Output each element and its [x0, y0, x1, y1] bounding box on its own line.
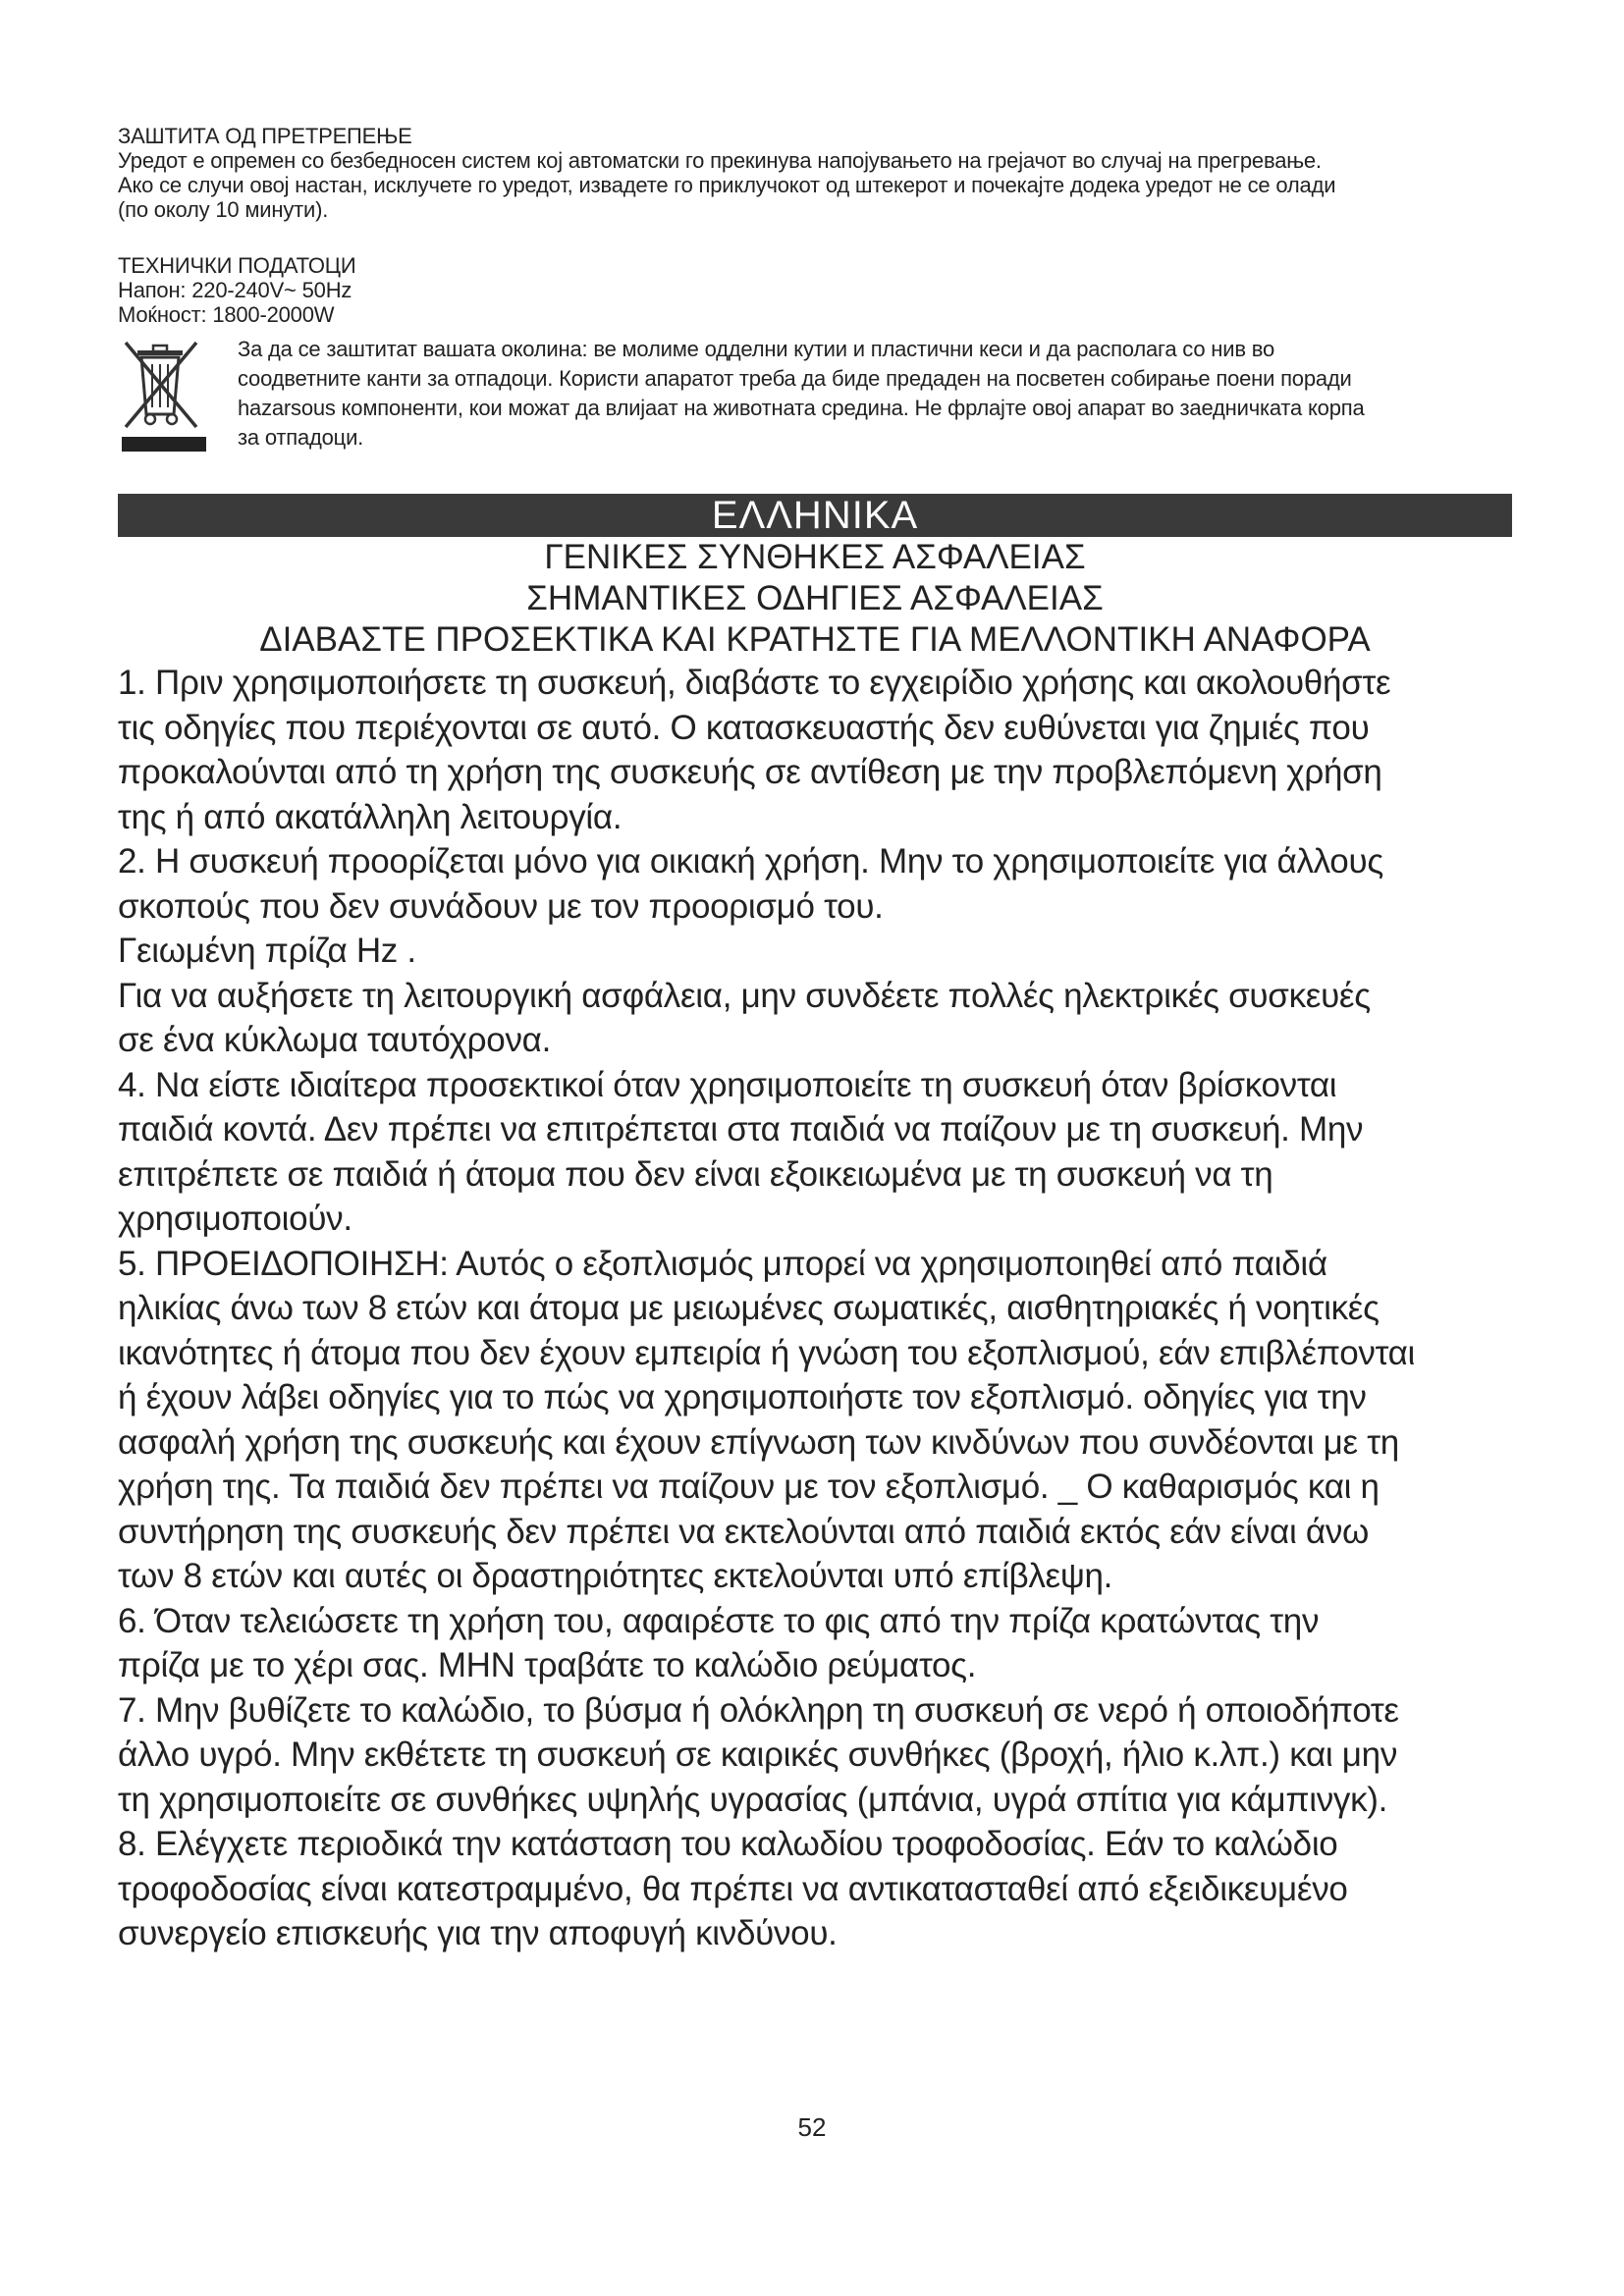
tech-data-section — [118, 253, 1512, 327]
instruction-line: συνεργείο επισκευής για την αποφυγή κινδύνου. — [118, 1914, 838, 1952]
page-number: 52 — [797, 2112, 827, 2142]
instruction-line: 8. Ελέγχετε περιοδικά την κατάσταση του καλωδίου τροφοδοσίας. Εάν το καλώδιο — [118, 1825, 1338, 1863]
instruction-line: των 8 ετών και αυτές οι δραστηριότητες εκτελούνται υπό επίβλεψη. — [118, 1557, 1113, 1595]
instruction-line: 7. Μην βυθίζετε το καλώδιο, το βύσμα ή ολόκληρη τη συσκευή σε νερό ή οποιοδήποτε — [118, 1690, 1399, 1730]
disposal-line: соодветните канти за отпадоци. Користи апаратот треба да биде предаден на посветен собирање поени поради — [238, 366, 1352, 391]
instruction-line: παιδιά κοντά. Δεν πρέπει να επιτρέπεται στα παιδιά να παίζουν με τη συσκευή. Μην — [118, 1110, 1364, 1148]
tech-power: Моќност: 1800-2000W — [118, 302, 335, 327]
instruction-line: της ή από ακατάλληλη λειτουργία. — [118, 797, 623, 836]
heading-important-instructions: ΣΗΜΑΝΤΙΚΕΣ ΟΔΗΓΙΕΣ ΑΣΦΑΛΕΙΑΣ — [526, 579, 1104, 617]
disposal-text — [238, 335, 1364, 453]
instruction-line: τροφοδοσίας είναι κατεστραμμένο, θα πρέπει να αντικατασταθεί από εξειδικευμένο — [118, 1869, 1348, 1908]
overheat-title: ЗАШТИТА ОД ПРЕТРЕПЕЊЕ — [118, 124, 412, 148]
disposal-section — [118, 335, 1512, 454]
instruction-line: σε ένα κύκλωμα ταυτόχρονα. — [118, 1021, 552, 1059]
page-content — [118, 124, 1512, 1956]
instruction-line: σκοπούς που δεν συνάδουν με τον προορισμό του. — [118, 886, 884, 926]
instruction-line: ηλικίας άνω των 8 ετών και άτομα με μειωμένες σωματικές, αισθητηριακές ή νοητικές — [118, 1289, 1380, 1327]
instruction-line: άλλο υγρό. Μην εκθέτετε τη συσκευή σε καιρικές συνθήκες (βροχή, ήλιο κ.λπ.) και μην — [118, 1735, 1398, 1774]
tech-data-title: ТЕХНИЧКИ ПОДАТОЦИ — [118, 253, 356, 278]
instruction-line: ικανότητες ή άτομα που δεν έχουν εμπειρία ή γνώση του εξοπλισμού, εάν επιβλέπονται — [118, 1333, 1416, 1372]
tech-voltage: Напон: 220-240V~ 50Hz — [118, 278, 352, 302]
instruction-line: χρησιμοποιούν. — [118, 1200, 352, 1238]
instruction-line: 1. Πριν χρησιμοποιήσετε τη συσκευή, διαβάστε το εγχειρίδιο χρήσης και ακολουθήστε — [118, 664, 1391, 702]
disposal-line: за отпадоци. — [238, 425, 364, 450]
instruction-line: επιτρέπετε σε παιδιά ή άτομα που δεν είναι εξοικειωμένα με τη συσκευή να τη — [118, 1154, 1273, 1194]
instruction-line: 2. Η συσκευή προορίζεται μόνο για οικιακή χρήση. Μην το χρησιμοποιείτε για άλλους — [118, 842, 1383, 881]
instruction-line: χρήση της. Τα παιδιά δεν πρέπει να παίζουν με τον εξοπλισμό. _ Ο καθαρισμός και η — [118, 1468, 1380, 1506]
instruction-line: πρίζα με το χέρι σας. ΜΗΝ τραβάτε το καλώδιο ρεύματος. — [118, 1646, 977, 1684]
instruction-line: προκαλούνται από τη χρήση της συσκευής σε αντίθεση με την προβλεπόμενη χρήση — [118, 753, 1382, 791]
overheat-section — [118, 124, 1512, 222]
language-header-bar: ΕΛΛΗΝΙΚΑ — [118, 494, 1512, 537]
safety-headings — [118, 537, 1512, 661]
instruction-line: Γειωμένη πρίζα Hz . — [118, 932, 416, 970]
overheat-line: Ако се случи овој настан, исклучете го уредот, извадете го приклучокот од штекерот и почекајте додека уредот не се олади — [118, 173, 1336, 197]
instruction-line: 6. Όταν τελειώσετε τη χρήση του, αφαιρέστε το φις από την πρίζα κρατώντας την — [118, 1601, 1320, 1640]
instruction-line: ή έχουν λάβει οδηγίες για το πώς να χρησιμοποιήστε τον εξοπλισμό. οδηγίες για την — [118, 1378, 1367, 1416]
disposal-line: hazarsous компоненти, кои можат да влијаат на животната средина. Не фрлајте овој апарат во заедничката корпа — [238, 396, 1365, 420]
instruction-line: τις οδηγίες που περιέχονται σε αυτό. Ο κατασκευαστής δεν ευθύνεται για ζημιές που — [118, 708, 1370, 747]
instruction-line: τη χρησιμοποιείτε σε συνθήκες υψηλής υγρασίας (μπάνια, υγρά σπίτια για κάμπινγκ). — [118, 1780, 1388, 1819]
heading-read-carefully: ΔΙΑΒΑΣΤΕ ΠΡΟΣΕΚΤΙΚΑ ΚΑΙ ΚΡΑΤΗΣΤΕ ΓΙΑ ΜΕΛΛΟΝΤΙΚΗ ΑΝΑΦΟΡΑ — [259, 620, 1371, 659]
overheat-line: (по околу 10 минути). — [118, 197, 329, 222]
instruction-line: 5. ΠΡΟΕΙΔΟΠΟΙΗΣΗ: Αυτός ο εξοπλισμός μπορεί να χρησιμοποιηθεί από παιδιά — [118, 1244, 1327, 1283]
heading-general-safety: ΓΕΝΙΚΕΣ ΣΥΝΘΗΚΕΣ ΑΣΦΑΛΕΙΑΣ — [544, 538, 1086, 576]
overheat-line: Уредот е опремен со безбедносен систем кој автоматски го прекинува напојувањето на грејачот во случај на прегревање. — [118, 148, 1322, 173]
crossed-out-wheelie-bin-icon — [118, 341, 211, 454]
instruction-line: Για να αυξήσετε τη λειτουργική ασφάλεια, μην συνδέετε πολλές ηλεκτρικές συσκευές — [118, 976, 1371, 1015]
instruction-line: ασφαλή χρήση της συσκευής και έχουν επίγνωση των κινδύνων που συνδέονται με τη — [118, 1422, 1399, 1462]
instruction-line: συντήρηση της συσκευής δεν πρέπει να εκτελούνται από παιδιά εκτός εάν είναι άνω — [118, 1512, 1370, 1551]
disposal-line: За да се заштитат вашата околина: ве молиме одделни кутии и пластични кеси и да располага со нив во — [238, 337, 1275, 361]
instruction-line: 4. Να είστε ιδιαίτερα προσεκτικοί όταν χρησιμοποιείτε τη συσκευή όταν βρίσκονται — [118, 1065, 1337, 1104]
safety-instructions-body — [118, 661, 1512, 1956]
